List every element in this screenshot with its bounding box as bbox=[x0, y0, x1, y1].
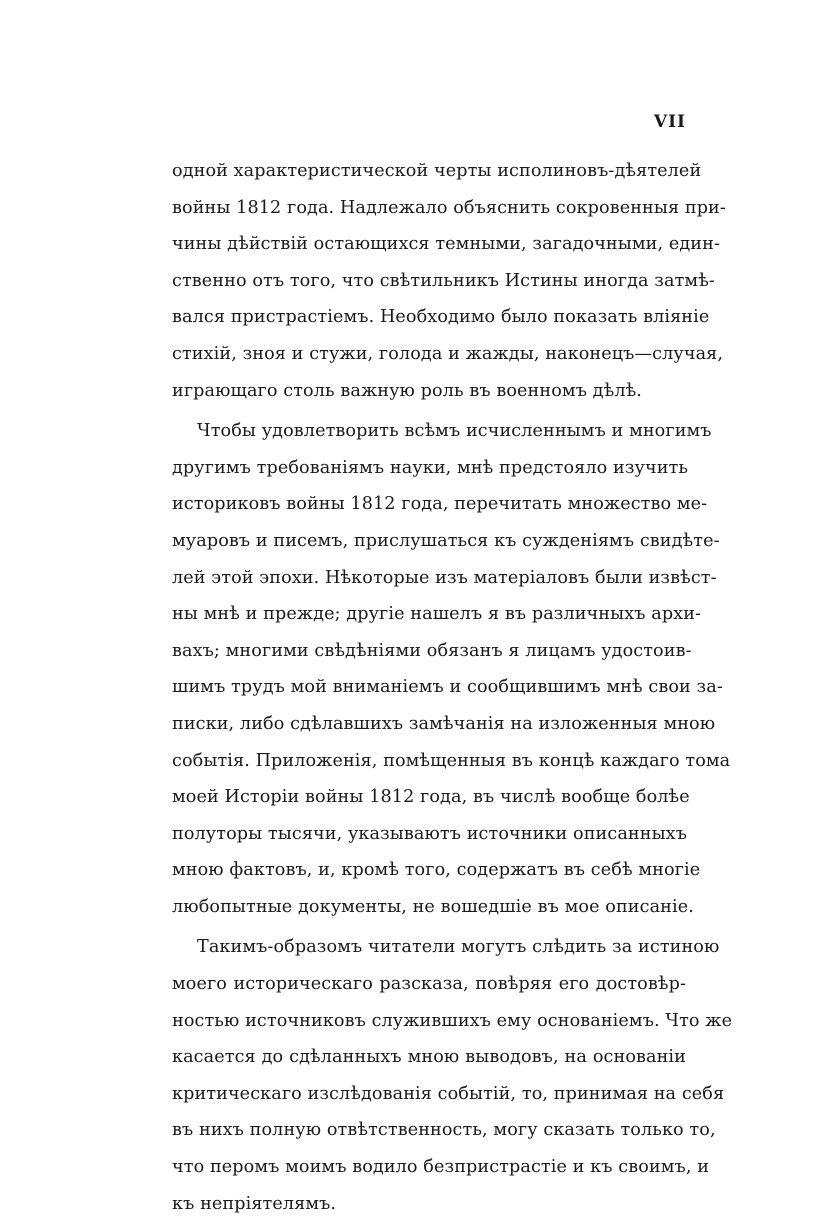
text-line: въ нихъ полную отвѣтственность, могу сказать только то, bbox=[172, 1120, 716, 1141]
text-line: ны мнѣ и прежде; другіе нашелъ я въ различныхъ архи- bbox=[172, 604, 702, 625]
text-line: критическаго изслѣдованія событій, то, принимая на себя bbox=[172, 1083, 725, 1104]
text-line: вахъ; многими свѣдѣніями обязанъ я лицамъ удостоив- bbox=[172, 640, 692, 661]
text-line: вался пристрастіемъ. Необходимо было показать вліяніе bbox=[172, 307, 710, 328]
text-line: Чтобы удовлетворить всѣмъ исчисленнымъ и многимъ bbox=[197, 421, 712, 442]
text-line: къ непріятелямъ. bbox=[172, 1193, 337, 1214]
text-line: моей Исторіи войны 1812 года, въ числѣ вообще болѣе bbox=[172, 787, 690, 808]
page-number: VII bbox=[653, 112, 686, 132]
text-line: писки, либо сдѣлавшихъ замѣчанія на изложенныя мною bbox=[172, 713, 716, 734]
text-line: ственно отъ того, что свѣтильникъ Истины иногда затмѣ- bbox=[172, 270, 715, 291]
text-line: мною фактовъ, и, кромѣ того, содержатъ въ себѣ многіе bbox=[172, 860, 701, 881]
text-line: событія. Приложенія, помѣщенныя въ концѣ каждаго тома bbox=[172, 750, 731, 771]
text-line: что перомъ моимъ водило безпристрастіе и къ своимъ, и bbox=[172, 1157, 710, 1178]
text-line: историковъ войны 1812 года, перечитать множество ме- bbox=[172, 494, 708, 515]
text-line: полуторы тысячи, указываютъ источники описанныхъ bbox=[172, 823, 687, 844]
text-line: шимъ трудъ мой вниманіемъ и сообщившимъ мнѣ свои за- bbox=[172, 677, 723, 698]
paragraph-3 bbox=[172, 929, 733, 1222]
body-text bbox=[172, 153, 733, 1222]
text-line: играющаго столь важную роль въ военномъ дѣлѣ. bbox=[172, 380, 642, 401]
text-line: ностью источниковъ служившихъ ему основаніемъ. Что же bbox=[172, 1010, 733, 1031]
text-line: Такимъ-образомъ читатели могутъ слѣдить за истиною bbox=[197, 937, 720, 958]
text-line: любопытные документы, не вошедшіе въ мое описаніе. bbox=[172, 896, 694, 917]
text-line: муаровъ и писемъ, прислушаться къ сужденіямъ свидѣте- bbox=[172, 530, 720, 551]
paragraph-2 bbox=[172, 413, 731, 925]
text-line: войны 1812 года. Надлежало объяснить сокровенныя при- bbox=[172, 197, 726, 218]
text-line: другимъ требованіямъ науки, мнѣ предстояло изучить bbox=[172, 457, 689, 478]
text-line: одной характеристической черты исполиновъ-дѣятелей bbox=[172, 161, 702, 181]
text-line: стихій, зноя и стужи, голода и жажды, наконецъ—случая, bbox=[172, 343, 724, 364]
text-line: лей этой эпохи. Нѣкоторые изъ матеріаловъ были извѣст- bbox=[172, 567, 717, 588]
text-line: чины дѣйствій остающихся темными, загадочными, един- bbox=[172, 234, 720, 255]
text-line: касается до сдѣланныхъ мною выводовъ, на основаніи bbox=[172, 1047, 686, 1068]
text-line: моего историческаго разсказа, повѣряя его достовѣр- bbox=[172, 974, 686, 995]
paragraph-1 bbox=[172, 153, 726, 409]
